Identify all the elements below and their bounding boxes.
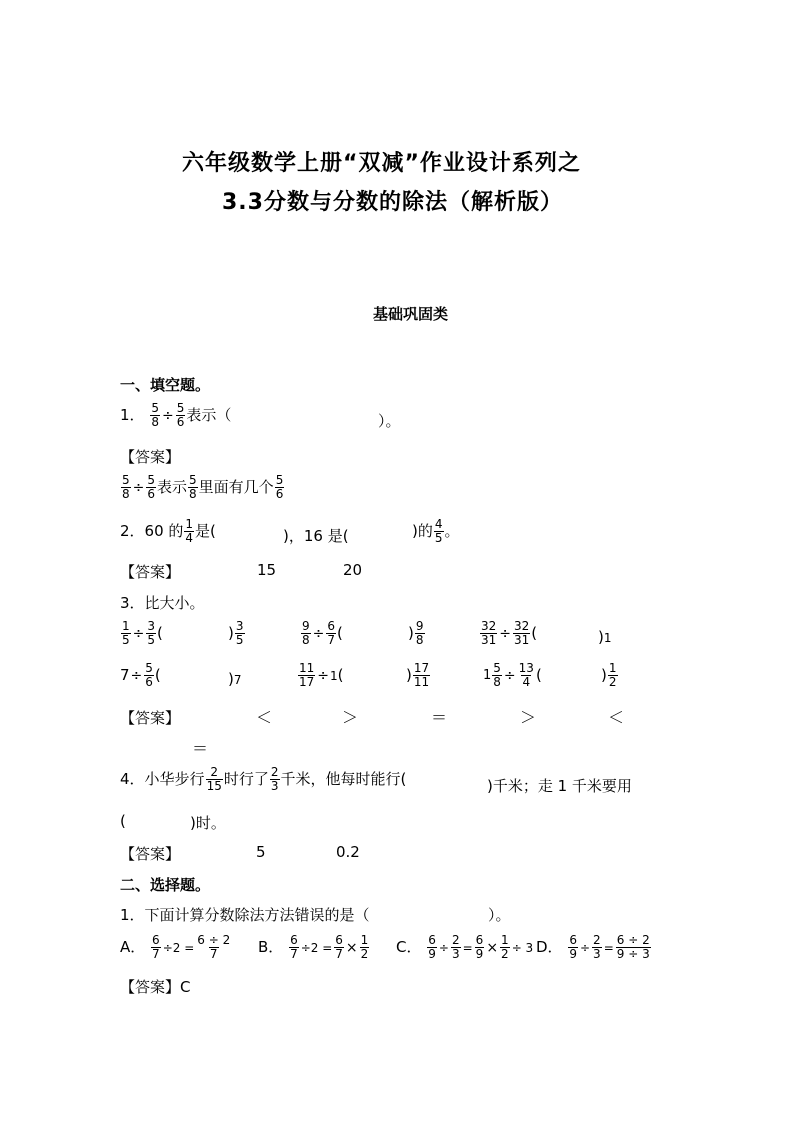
- q3-r1c3: $\frac{32}{31}$ ÷ $\frac{32}{31}$ (: [481, 619, 538, 647]
- q1-frac-a: $\frac{5}{8}$: [151, 401, 159, 429]
- q2-mid: )，16 是(: [283, 527, 349, 545]
- q3-r1c1: $\frac{1}{5}$ ÷ $\frac{3}{5}$ (: [122, 619, 163, 647]
- answer-4-b: 0.2: [336, 843, 360, 861]
- q3-r2c3-right: ) $\frac{1}{2}$: [601, 661, 617, 689]
- q3-r1c1-right: ) $\frac{3}{5}$: [228, 619, 244, 647]
- part2-heading: 二、选择题。: [120, 876, 211, 894]
- answer-label-1: 【答案】: [120, 448, 181, 466]
- answer-3-d: ＞: [520, 708, 537, 727]
- answer-2-b: 20: [343, 561, 363, 579]
- option-d: D． $\frac{6}{9}$ ÷ $\frac{2}{3}$ = $\frac{6 \div 2}{9 \div 3}$: [536, 933, 650, 961]
- title-line-2: 3.3分数与分数的除法（解析版）: [222, 190, 563, 215]
- title-line-1: 六年级数学上册“双减”作业设计系列之: [182, 151, 581, 176]
- q3-r2c2: $\frac{11}{17}$ ÷1(: [299, 661, 344, 689]
- answer-4-a: 5: [256, 843, 266, 861]
- answer-label-2: 【答案】: [120, 563, 181, 581]
- q3-label: 3．比大小。: [120, 594, 205, 612]
- q4-line2-lp: (: [120, 812, 126, 830]
- q3-r2c3: 1 $\frac{5}{8}$ ÷ $\frac{13}{4}$ (: [483, 661, 542, 689]
- q3-r2c2-right: ) $\frac{17}{11}$: [406, 661, 430, 689]
- part2-answer: 【答案】C: [120, 978, 191, 996]
- q3-r2c1: 7÷ $\frac{5}{6}$ (: [120, 661, 161, 689]
- answer-3-b: ＞: [342, 708, 359, 727]
- q4-tail: )千米；走 1 千米要用: [487, 777, 632, 795]
- answer-3-c: ＝: [431, 708, 448, 727]
- part2-q1-tail: ）。: [488, 906, 511, 924]
- q1-text: 表示（: [186, 406, 232, 424]
- q4-line: 4．小华步行 $\frac{2}{15}$ 时行了 $\frac{2}{3}$ 千米，他每时能行(: [120, 765, 407, 793]
- answer-label-4: 【答案】: [120, 845, 181, 863]
- answer-3-f: ＝: [192, 739, 209, 758]
- q2-line: 2．60 的 $\frac{1}{4}$ 是(: [120, 517, 216, 545]
- q2-end: )的 $\frac{4}{5}$ 。: [412, 517, 460, 545]
- q3-r1c2-right: ) $\frac{9}{8}$: [408, 619, 424, 647]
- q3-r1c2: $\frac{9}{8}$ ÷ $\frac{6}{7}$ (: [302, 619, 343, 647]
- option-c: C． $\frac{6}{9}$ ÷ $\frac{2}{3}$ = $\frac{6}{9}$ × $\frac{1}{2}$ ÷ 3: [396, 933, 534, 961]
- part2-q1: 1．下面计算分数除法方法错误的是（: [120, 906, 370, 924]
- q1-tail: ）。: [378, 412, 401, 430]
- q3-r2c1-right: )7: [228, 670, 242, 688]
- answer-2-a: 15: [257, 561, 277, 579]
- option-a: A． $\frac{6}{7}$ ÷2 = $\frac{6 \div 2}{7}$: [120, 933, 231, 961]
- q1-line: 1． $\frac{5}{8}$ ÷ $\frac{5}{6}$ 表示（: [120, 401, 232, 429]
- answer-3-e: ＜: [608, 708, 625, 727]
- q1-number: 1．: [120, 406, 145, 424]
- option-b: B． $\frac{6}{7}$ ÷2 = $\frac{6}{7}$ × $\frac{1}{2}$: [258, 933, 369, 961]
- section-basic-heading: 基础巩固类: [373, 305, 449, 323]
- answer-1: $\frac{5}{8}$ ÷ $\frac{5}{6}$ 表示 $\frac{5}{8}$ 里面有几个 $\frac{5}{6}$: [122, 473, 284, 501]
- part1-heading: 一、填空题。: [120, 376, 211, 394]
- answer-label-3: 【答案】: [120, 709, 181, 727]
- q3-r1c3-right: )1: [598, 628, 612, 646]
- q4-line2-rp: )时。: [190, 814, 226, 832]
- answer-3-a: ＜: [256, 708, 273, 727]
- q1-frac-b: $\frac{5}{6}$: [176, 401, 185, 429]
